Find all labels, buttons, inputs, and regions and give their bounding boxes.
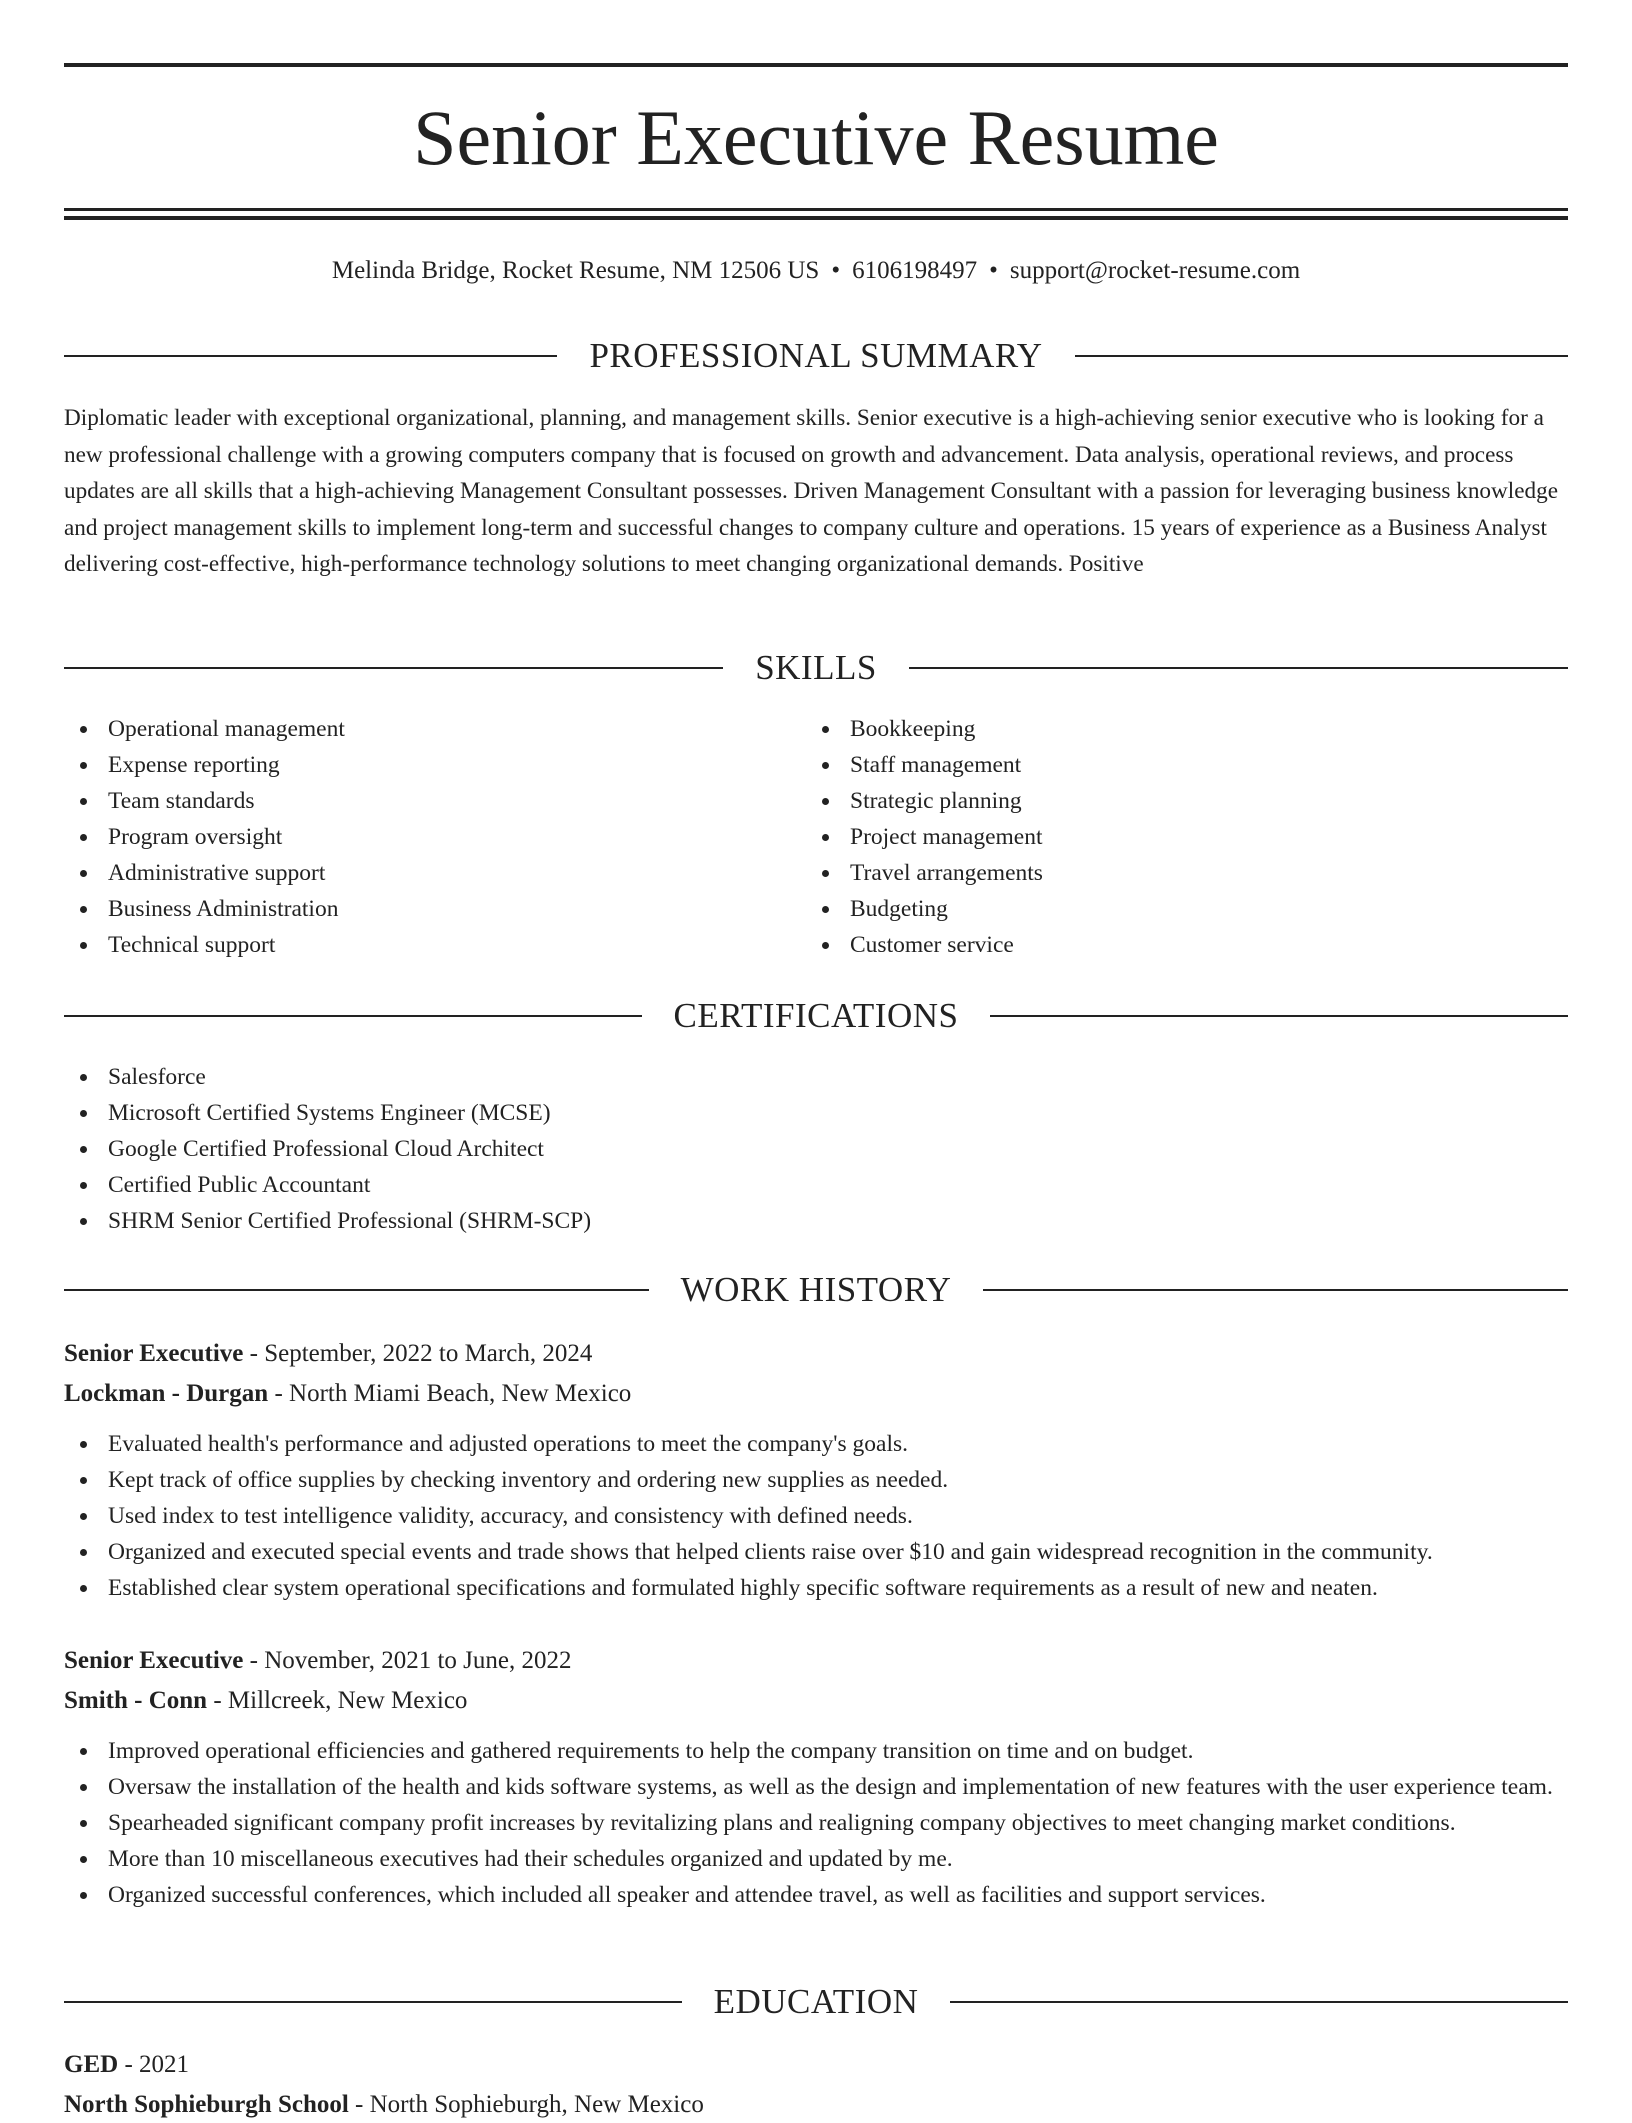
- education-dash: -: [118, 2051, 140, 2078]
- section-rule-left: [64, 1289, 649, 1291]
- list-item: Spearheaded significant company profit increases by revitalizing plans and realigning company objectives to meet changing market conditions.: [64, 1805, 1568, 1841]
- skills-list-right: [806, 711, 1506, 963]
- job-dash: -: [243, 1340, 265, 1367]
- list-item: Google Certified Professional Cloud Architect: [64, 1131, 1568, 1167]
- certifications-block: [64, 1059, 1568, 1239]
- education-year: 2021: [139, 2051, 190, 2078]
- section-title: SKILLS: [755, 648, 877, 687]
- job-location: Millcreek, New Mexico: [227, 1687, 468, 1714]
- list-item: Kept track of office supplies by checking inventory and ordering new supplies as needed.: [64, 1462, 1568, 1498]
- section-title: EDUCATION: [713, 1982, 919, 2021]
- list-item: Used index to test intelligence validity, accuracy, and consistency with defined needs.: [64, 1498, 1568, 1534]
- job-entry: [64, 1336, 1568, 1606]
- list-item: More than 10 miscellaneous executives had their schedules organized and updated by me.: [64, 1841, 1568, 1877]
- list-item: Organized and executed special events and trade shows that helped clients raise over $10 and gain widespread recognition in the community.: [64, 1534, 1568, 1570]
- certifications-list: [64, 1059, 1568, 1239]
- education-school: North Sophieburgh School: [64, 2091, 349, 2118]
- job-company: Lockman - Durgan: [64, 1380, 269, 1407]
- contact-separator: •: [989, 257, 998, 284]
- job-company-line: [64, 1683, 1568, 1719]
- page-title: Senior Executive Resume: [413, 94, 1219, 181]
- section-rule-left: [64, 355, 557, 357]
- section-rule-left: [64, 1015, 642, 1017]
- list-item: Budgeting: [806, 891, 1506, 927]
- list-item: Business Administration: [64, 891, 764, 927]
- list-item: Project management: [806, 819, 1506, 855]
- job-company-line: [64, 1376, 1568, 1412]
- list-item: SHRM Senior Certified Professional (SHRM-SCP): [64, 1203, 1568, 1239]
- section-title: CERTIFICATIONS: [673, 996, 959, 1035]
- section-rule-right: [1075, 355, 1568, 357]
- education-degree-line: [64, 2047, 1568, 2083]
- list-item: Organized successful conferences, which included all speaker and attendee travel, as well as facilities and support services.: [64, 1877, 1568, 1913]
- contact-address: Melinda Bridge, Rocket Resume, NM 12506 US: [331, 257, 820, 284]
- job-role: Senior Executive: [64, 1647, 244, 1674]
- list-item: Staff management: [806, 747, 1506, 783]
- list-item: Operational management: [64, 711, 764, 747]
- education-dash: -: [348, 2091, 370, 2118]
- contact-email: support@rocket-resume.com: [1009, 257, 1301, 284]
- job-bullets: [64, 1733, 1568, 1913]
- list-item: Bookkeeping: [806, 711, 1506, 747]
- job-entry: [64, 1643, 1568, 1913]
- list-item: Technical support: [64, 927, 764, 963]
- job-dash: -: [243, 1647, 265, 1674]
- section-rule-right: [909, 667, 1568, 669]
- education-degree: GED: [64, 2051, 119, 2078]
- list-item: Administrative support: [64, 855, 764, 891]
- list-item: Expense reporting: [64, 747, 764, 783]
- job-dash: -: [268, 1380, 290, 1407]
- list-item: Program oversight: [64, 819, 764, 855]
- section-title: PROFESSIONAL SUMMARY: [589, 336, 1043, 375]
- list-item: Certified Public Accountant: [64, 1167, 1568, 1203]
- job-dates: September, 2022 to March, 2024: [264, 1340, 593, 1367]
- skills-column-right: [806, 711, 1506, 963]
- job-role: Senior Executive: [64, 1340, 244, 1367]
- list-item: Oversaw the installation of the health and kids software systems, as well as the design and implementation of new features with the user experience team.: [64, 1769, 1568, 1805]
- list-item: Improved operational efficiencies and gathered requirements to help the company transition on time and on budget.: [64, 1733, 1568, 1769]
- skills-column-left: [64, 711, 764, 963]
- job-dash: -: [207, 1687, 228, 1714]
- section-header-skills: [64, 648, 1568, 688]
- skills-list-left: [64, 711, 764, 963]
- list-item: Team standards: [64, 783, 764, 819]
- job-bullets: [64, 1426, 1568, 1606]
- job-title-line: [64, 1643, 1568, 1679]
- contact-line: [64, 254, 1568, 288]
- section-title: WORK HISTORY: [680, 1270, 952, 1309]
- section-header-certifications: [64, 996, 1568, 1036]
- section-rule-left: [64, 667, 723, 669]
- list-item: Strategic planning: [806, 783, 1506, 819]
- section-rule-left: [64, 2001, 682, 2003]
- contact-separator: •: [831, 257, 841, 284]
- title-double-rule: [64, 208, 1568, 220]
- list-item: Travel arrangements: [806, 855, 1506, 891]
- job-title-line: [64, 1336, 1568, 1372]
- section-rule-right: [983, 1289, 1568, 1291]
- job-location: North Miami Beach, New Mexico: [289, 1380, 632, 1407]
- top-rule: [64, 63, 1568, 67]
- section-rule-right: [990, 1015, 1568, 1017]
- list-item: Customer service: [806, 927, 1506, 963]
- list-item: Established clear system operational specifications and formulated highly specific software requirements as a result of new and neaten.: [64, 1570, 1568, 1606]
- section-header-summary: [64, 336, 1568, 376]
- contact-phone: 6106198497: [852, 257, 978, 284]
- job-company: Smith - Conn: [64, 1687, 208, 1714]
- summary-text: Diplomatic leader with exceptional organizational, planning, and management skills. Senior executive is a high-achieving senior executive who is looking for a new professional challenge with a growing computers company that is focused on growth and advancement. Data analysis, operational reviews, and process updates are all skills that a high-achieving Management Consultant possesses. Driven Management Consultant with a passion for leveraging business knowledge and project management skills to implement long-term and successful changes to company culture and operations. 15 years of experience as a Business Analyst delivering cost-effective, high-performance technology solutions to meet changing organizational demands. Positive: [64, 405, 1558, 577]
- section-rule-right: [950, 2001, 1568, 2003]
- section-header-education: [64, 1982, 1568, 2022]
- list-item: Microsoft Certified Systems Engineer (MCSE): [64, 1095, 1568, 1131]
- section-header-work-history: [64, 1270, 1568, 1310]
- job-dates: November, 2021 to June, 2022: [264, 1647, 572, 1674]
- list-item: Salesforce: [64, 1059, 1568, 1095]
- education-location: North Sophieburgh, New Mexico: [369, 2091, 704, 2118]
- list-item: Evaluated health's performance and adjusted operations to meet the company's goals.: [64, 1426, 1568, 1462]
- education-school-line: [64, 2087, 1568, 2123]
